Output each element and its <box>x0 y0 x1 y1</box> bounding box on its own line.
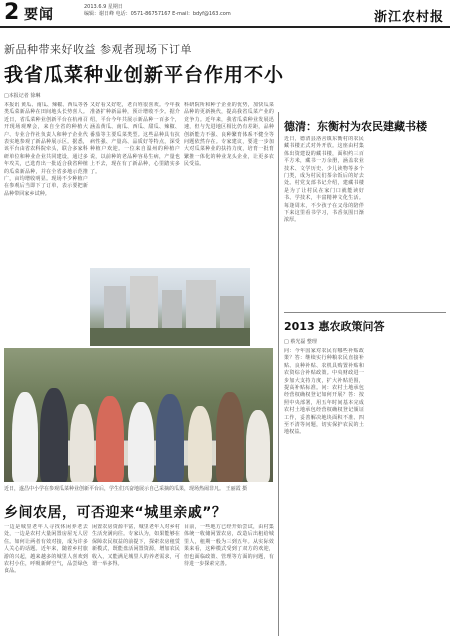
second-column-1: 一边是城里老年人寻找休闲养老去处，一边是农村大量闲置房屋无人居住。如何让两者有效对接，成为许多人关心的话题。近年来，随着乡村旅游的兴起，越来越多的城里人喜欢到农村小住，呼吸新鲜空气，品尝绿色食品。 <box>4 524 88 575</box>
lead-byline: □本报记者 徐琳 <box>4 93 41 99</box>
lead-headline: 我省瓜菜种业创新平台作用不小 <box>4 64 285 86</box>
story1-title: 德清：东衡村为农民建藏书楼 <box>284 120 427 133</box>
lead-column-2: 又好看又好吃，老百姓很喜欢。今年我准备扩种新品种，预计增收不少。据介绍，平台今年共展示新品种一百多个，涵盖黄瓜、南瓜、西瓜、甜瓜、辣椒、番茄等主要瓜菜类型。这些品种具有抗病性强、产量高、品质好等特点，深受种植户欢迎。一位来自温州的种植户说，以前种的老品种容易生病，产量也上不去，现在有了新品种，心里踏实多了。 <box>90 102 180 175</box>
second-column-2: 闲置农房资源丰富，城里老年人对乡村生活充满向往。专家认为，如果能够在保障农民权益的前提下，探索农房租赁新模式，既能盘活闲置资源，增加农民收入，又能满足城里人的养老需求，可谓一举多得。 <box>92 524 180 568</box>
story2-byline: □ 蔡光磊 整理 <box>284 339 317 345</box>
children-photo <box>4 348 273 482</box>
newspaper-brand: 浙江农村报 <box>373 10 444 25</box>
page-number: 2 <box>4 0 20 25</box>
story2-title: 2013 惠农政策问答 <box>284 320 385 333</box>
lead-column-1: 本报讯 黄瓜、南瓜、辣椒、西瓜等各类瓜菜新品种在田间地头长势喜人。近日，省瓜菜种业创新平台在杭州召开现场观摩会，来自全省的种植大户、专业合作社负责人和种子企业代表实地参观了新品种展示区。据悉，该平台由省农科院牵头，联合多家科研单位和种业企业共同建设，通过多年攻关，已选育出一批适合我省种植的瓜菜新品种，并在全省多地示范推广，亩均增收明显。现场不少种植户在参观后当即下了订单，表示要把新品种带回家乡试种。 <box>4 102 88 197</box>
story2-body: 问：今年国家对农民有哪些补贴政策？答：继续实行种粮农民直接补贴、良种补贴、农机具购置补贴和农资综合补贴政策。中央财政进一步加大支持力度，扩大补贴范围，提高补贴标准。问：农村土地承包经营权确权登记如何开展？答：按照中央部署，用五年时间基本完成农村土地承包经营权确权登记颁证工作，妥善解决地块面积不准、四至不清等问题，切实保护农民的土地权益。 <box>284 348 364 436</box>
story2-body-cont <box>368 348 448 636</box>
masthead-contact: 编辑：谢日峰 电话：0571-86757167 E-mail：bdyf@163.com <box>84 11 231 17</box>
story1-body: 近日，德清县洛舍镇东衡村的农民藏书楼正式对外开放。这座由村集体出资建设的藏书楼，面积约三百平方米，藏书一万余册，涵盖农业技术、文学历史、少儿读物等多个门类，成为村民们茶余饭后的好去处。村党支部书记介绍，建藏书楼是为了让村民在家门口就能读好书、学技术，丰富精神文化生活。每逢周末，不少孩子在父母的陪伴下来这里看书学习，书香氛围日渐浓厚。 <box>284 136 364 224</box>
story1-body-cont <box>368 136 448 308</box>
building-photo <box>90 268 250 346</box>
column-divider <box>278 112 279 636</box>
section-title: 要闻 <box>24 7 54 23</box>
masthead-meta <box>84 4 234 18</box>
photo-caption: 近日，遂昌中小学在参观瓜菜种业创新平台后，学生们兴奋地展示自己采摘的瓜果，现场热闹非凡。 王丽霞 摄 <box>4 486 248 492</box>
masthead-date: 2013.6.9 星期日 <box>84 4 123 10</box>
story-divider <box>284 312 446 313</box>
lead-column-3: 科研院所和种子企业的优势，加快瓜菜品种的更新换代，提高我省瓜菜产业的竞争力。近年来，我省瓜菜种业发展迅速，但与先进地区相比仍有差距，品种创新能力不强、良种繁育体系不健全等问题依然存在。专家建议，要进一步加大对瓜菜种业的扶持力度，培育一批育繁推一体化的种业龙头企业，让更多农民受益。 <box>184 102 274 168</box>
masthead <box>0 0 450 28</box>
second-column-3: 目前，一些地方已经开始尝试，由村集体统一收储闲置农房，改造后出租给城里人，租期一般为三到五年。从实际效果来看，这种模式受到了双方的欢迎，但也面临政策、管理等方面的问题，有待进一步探索完善。 <box>184 524 274 568</box>
lead-kicker: 新品种带来好收益 参观者现场下订单 <box>4 43 192 56</box>
second-headline: 乡间农居，可否迎来“城里亲戚”？ <box>4 505 227 521</box>
